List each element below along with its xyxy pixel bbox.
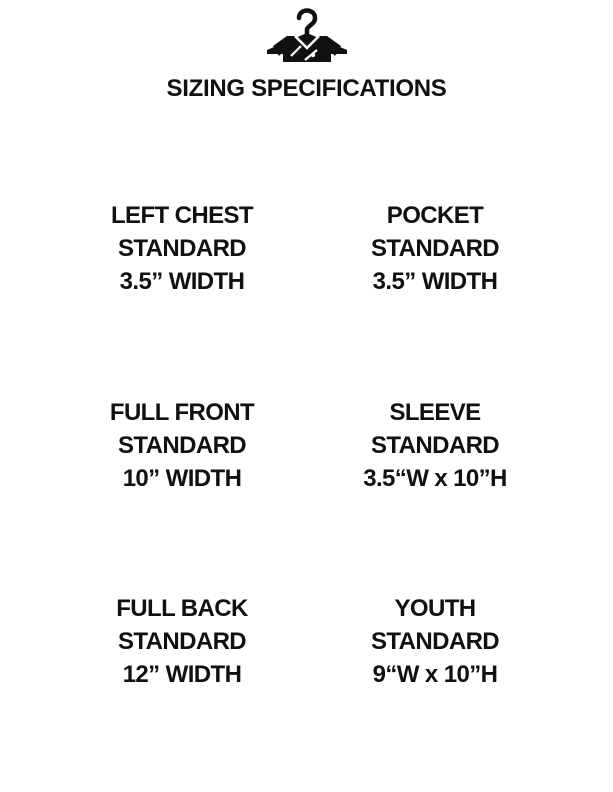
spec-standard: STANDARD [370,628,500,655]
spec-full-back [72,592,292,691]
spec-size: 3.5” WIDTH [372,268,498,295]
hanger-shirt-icon [261,6,353,68]
spec-standard: STANDARD [117,235,247,262]
spec-youth [325,592,545,691]
spec-left-chest [72,199,292,298]
spec-standard: STANDARD [370,235,500,262]
spec-name: LEFT CHEST [111,202,253,229]
spec-standard: STANDARD [117,628,247,655]
spec-name: YOUTH [394,595,476,622]
spec-standard: STANDARD [370,432,500,459]
spec-name: SLEEVE [389,399,481,426]
spec-standard: STANDARD [117,432,247,459]
spec-pocket [325,199,545,298]
spec-size: 9“W x 10”H [372,661,498,688]
page-title: SIZING SPECIFICATIONS [166,75,447,102]
spec-name: FULL BACK [116,595,248,622]
spec-name: POCKET [386,202,484,229]
spec-size: 12” WIDTH [122,661,242,688]
spec-size: 3.5“W x 10”H [363,465,507,492]
spec-name: FULL FRONT [109,399,255,426]
spec-sleeve [325,396,545,495]
spec-size: 10” WIDTH [122,465,242,492]
spec-full-front [72,396,292,495]
spec-size: 3.5” WIDTH [119,268,245,295]
